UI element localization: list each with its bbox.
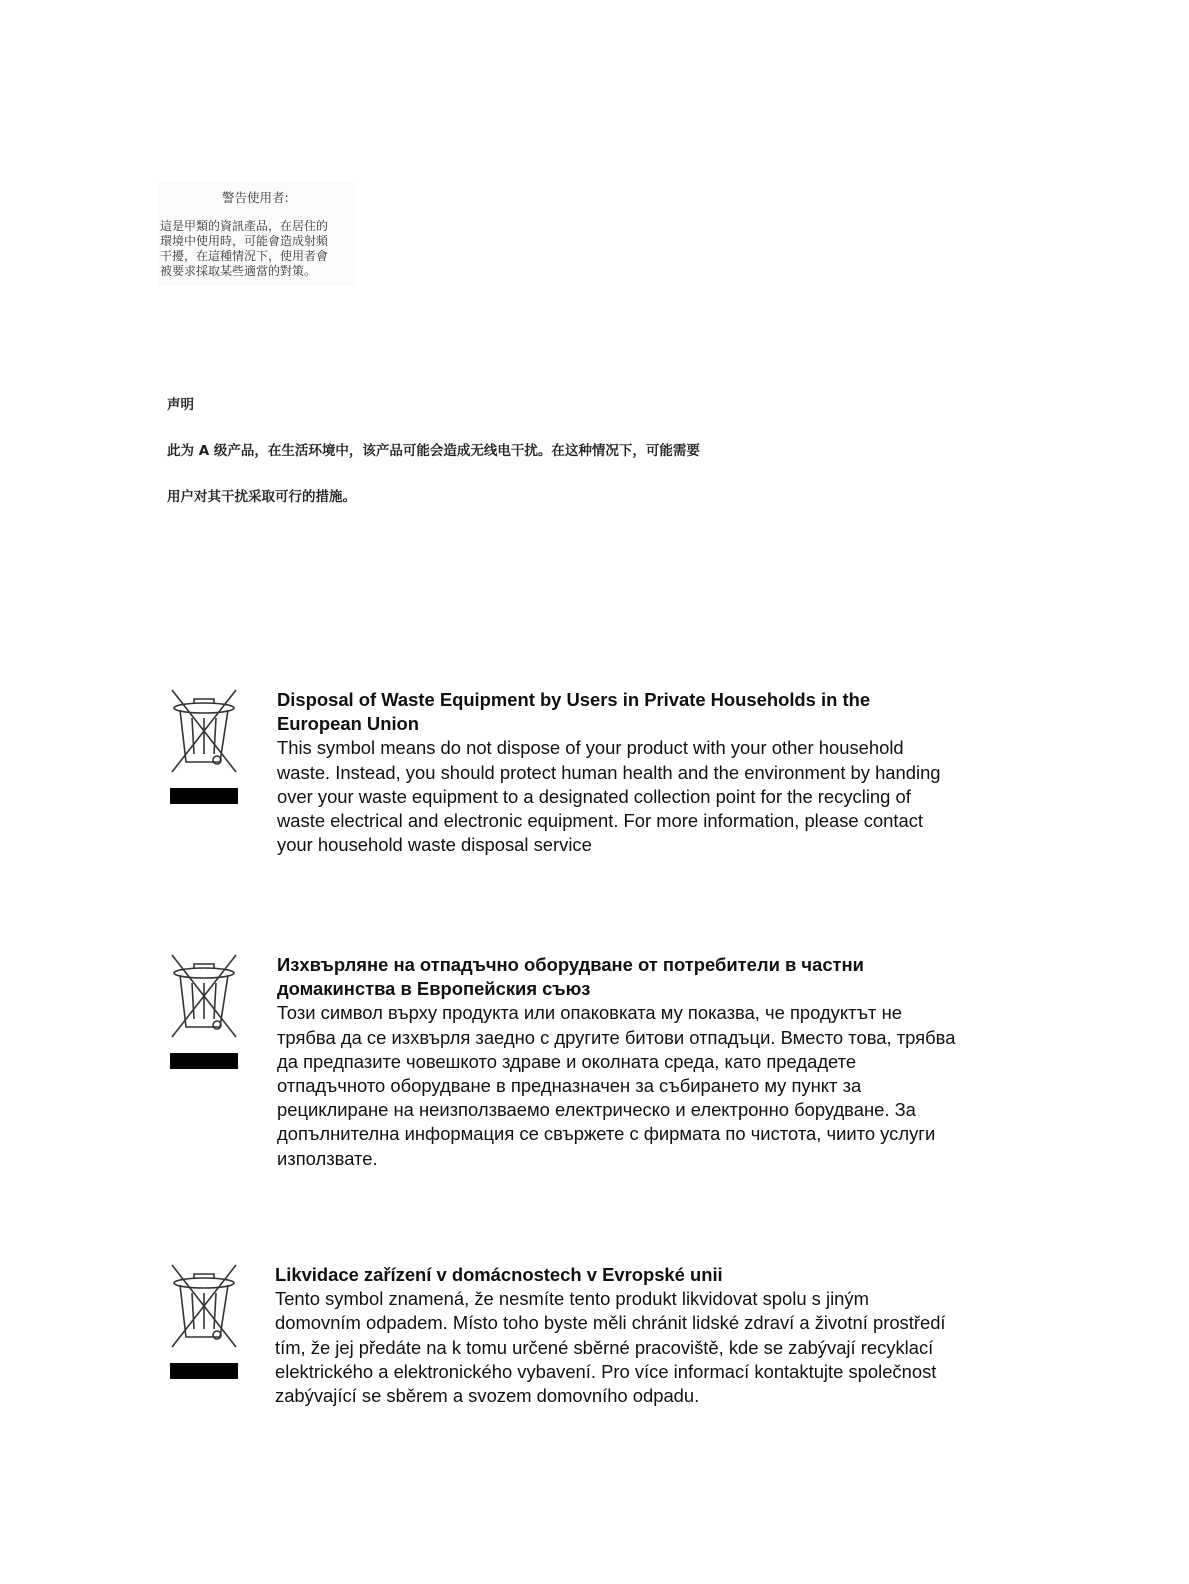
weee-body: Този символ върху продукта или опаковката му показва, че продуктът не трябва да се изхвърля заедно с другите битови отпадъци. Вместо това, трябва да предпазите човешкото здраве и околната среда, като предадете отпадъчното оборудване в предназначен за събирането му пункт за рециклиране на неизползваемо електрическо и електронно борудване. За допълнителна информация се свържете с фирмата по чистота, чиито услуги използвате. xyxy=(277,1002,956,1169)
taiwan-notice-line: 被要求採取某些適當的對策。 xyxy=(160,264,317,278)
taiwan-notice-title: 警告使用者: xyxy=(222,190,289,205)
taiwan-notice-line: 這是甲類的資訊產品，在居住的 xyxy=(160,219,329,233)
crossed-out-wheeled-bin-icon xyxy=(168,1263,240,1383)
china-statement-title: 声明 xyxy=(167,397,194,413)
weee-title: Disposal of Waste Equipment by Users in Private Households in the European Union xyxy=(277,689,871,735)
weee-text xyxy=(275,1263,955,1408)
taiwan-notice-line: 干擾，在這種情況下，使用者會 xyxy=(160,249,329,263)
weee-body: Tento symbol znamená, že nesmíte tento produkt likvidovat spolu s jiným domovním odpadem. Místo toho byste měli chránit lidské zdraví a životní prostředí tím, že jej předáte na k tomu určené sběrné pracoviště, kde se zabývají recyklací elektrického a elektronického vybavení. Pro více informací kontaktujte společnost zabývající se sběrem a svozem domovního odpadu. xyxy=(275,1288,946,1407)
china-statement-line: 用户对其干扰采取可行的措施。 xyxy=(167,489,356,505)
weee-text xyxy=(277,953,957,1171)
taiwan-class-a-notice xyxy=(158,182,356,286)
weee-title: Likvidace zařízení v domácnostech v Evropské unii xyxy=(275,1264,723,1285)
crossed-out-wheeled-bin-icon xyxy=(168,688,240,808)
china-statement-line: 此为 A 级产品，在生活环境中，该产品可能会造成无线电干扰。在这种情况下，可能需要 xyxy=(167,443,700,459)
taiwan-notice-text xyxy=(160,219,328,279)
weee-title: Изхвърляне на отпадъчно оборудване от потребители в частни домакинства в Европейския съюз xyxy=(277,954,864,1000)
weee-text xyxy=(277,688,957,857)
weee-body: This symbol means do not dispose of your product with your other household waste. Instead, you should protect human health and the environment by handing over your waste equipment to a designated collection point for the recycling of waste electrical and electronic equipment. For more information, please contact your household waste disposal service xyxy=(277,737,941,856)
taiwan-notice-line: 環境中使用時，可能會造成射頻 xyxy=(160,234,329,248)
crossed-out-wheeled-bin-icon xyxy=(168,953,240,1073)
